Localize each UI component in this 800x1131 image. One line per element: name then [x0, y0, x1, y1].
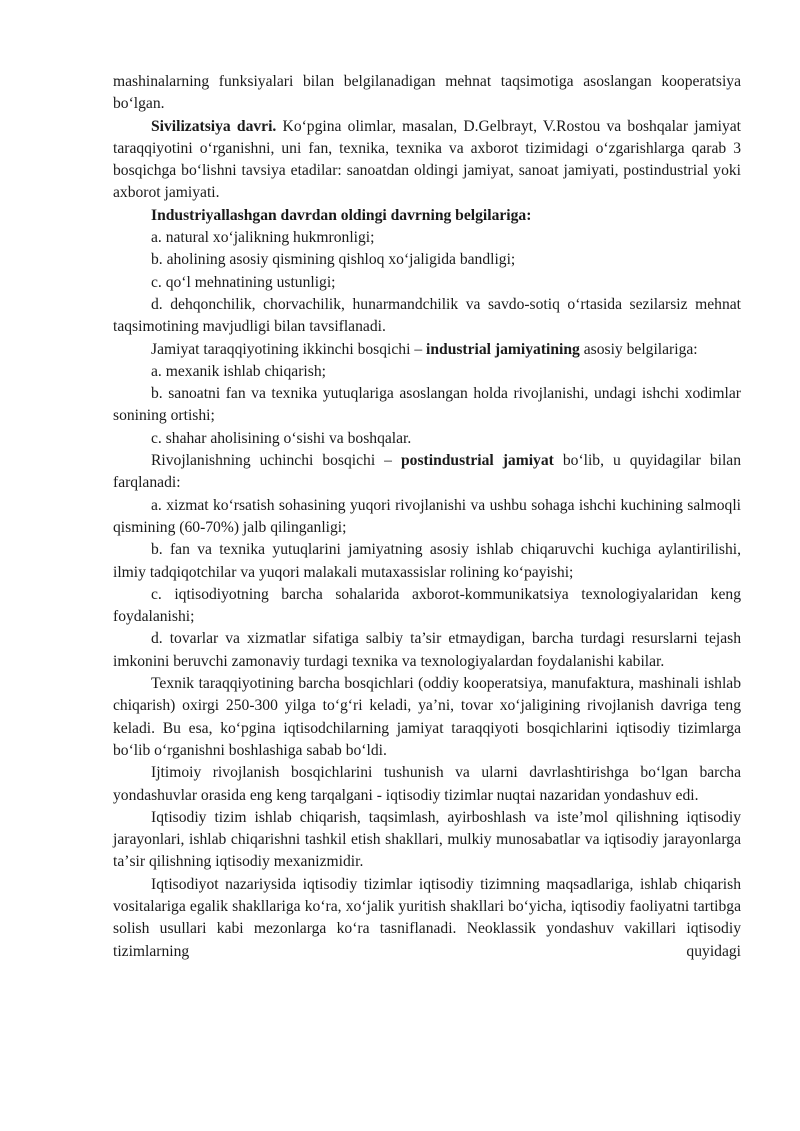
paragraph-social-development: Ijtimoiy rivojlanish bosqichlarini tushunish va ularni davrlashtirishga bo‘lgan barcha yondashuvlar orasida eng keng tarqalgani - iqtisodiy tizimlar nuqtai nazaridan yondashuv edi.: [113, 764, 741, 804]
paragraph-economic-system: Iqtisodiy tizim ishlab chiqarish, taqsimlash, ayirboshlash va iste’mol qilishning iqtisodiy jarayonlari, ishlab chiqarishni tashkil etish shakllari, mulkiy munosabatlar va iqtisodiy jarayonlarga taʼsir qilishning iqtisodiy mexanizmidir.: [113, 808, 741, 871]
paragraph-text: bo‘lib, u quyidagilar bilan farqlanadi:: [113, 452, 742, 492]
paragraph-civilization: [113, 116, 741, 205]
paragraph-text: Rivojlanishning uchinchi bosqichi –: [151, 452, 401, 470]
list-item: a. mexanik ishlab chiqarish;: [151, 362, 326, 380]
term-industrial: industrial jamiyatining: [426, 340, 580, 358]
list-item: a. xizmat ko‘rsatish sohasining yuqori rivojlanishi va ushbu sohaga ishchi kuchining salmoqli qismining (60-70%) jalb qilinganligi;: [113, 496, 741, 536]
term-civilization: Sivilizatsiya davri.: [151, 117, 277, 135]
paragraph-technical-progress: Texnik taraqqiyotining barcha bosqichlari (oddiy kooperatsiya, manufaktura, mashinali ishlab chiqarish) oxirgi 250-300 yilga to‘g‘ri keladi, ya’ni, tovar xo‘jaligining rivojlanish davriga teng keladi. Bu esa, ko‘pgina iqtisodchilarning jamiyat taraqqiyoti bosqichlarini iqtisodiy tizimlarga bo‘lib o‘rganishni boshlashiga sabab bo‘ldi.: [113, 675, 741, 759]
paragraph-industrial: [113, 339, 741, 361]
list-item: b. sanoatni fan va texnika yutuqlariga asoslangan holda rivojlanishi, undagi ishchi xodimlar sonining ortishi;: [113, 385, 741, 425]
list-item: a. natural xo‘jalikning hukmronligi;: [151, 229, 375, 247]
paragraph-classification: Iqtisodiyot nazariysida iqtisodiy tizimlar iqtisodiy tizimning maqsadlariga, ishlab chiqarish vositalariga egalik shakllariga ko‘ra, xo‘jalik yuritish shakllari bo‘yicha, iqtisodiy faoliyatni tartibga solish usullari kabi mezonlarga ko‘ra tasniflanadi. Neoklassik yondashuv vakillari iqtisodiy tizimlarning quyidagi: [113, 875, 741, 960]
heading-preindustrial: [113, 205, 741, 227]
list-item: c. qo‘l mehnatining ustunligi;: [151, 273, 336, 291]
paragraph-postindustrial: [113, 450, 741, 495]
paragraph-continuation: mashinalarning funksiyalari bilan belgilanadigan mehnat taqsimotiga asoslangan kooperatsiya bo‘lgan.: [113, 73, 741, 113]
list-item: b. fan va texnika yutuqlarini jamiyatning asosiy ishlab chiqaruvchi kuchiga aylantirilishi, ilmiy tadqiqotchilar va yuqori malakali mutaxassislar rolining ko‘payishi;: [113, 541, 741, 581]
paragraph-text: Ko‘pgina olimlar, masalan, D.Gelbrayt, V.Rostou va boshqalar jamiyat taraqqiyotini o‘rganishni, uni fan, texnika, texnika va axborot tizimidagi o‘zgarishlarga qarab 3 bosqichga bo‘lishni tavsiya etadilar: sanoatdan oldingi jamiyat, sanoat jamiyati, postindustrial yoki axborot jamiyati.: [113, 117, 741, 202]
paragraph-text: asosiy belgilariga:: [579, 340, 698, 358]
term-postindustrial: postindustrial jamiyat: [401, 452, 554, 470]
list-item: c. iqtisodiyotning barcha sohalarida axborot-kommunikatsiya texnologiyalaridan keng foydalanishi;: [113, 585, 741, 626]
document-page: [113, 71, 741, 963]
list-item: d. dehqonchilik, chorvachilik, hunarmandchilik va savdo-sotiq o‘rtasida sezilarsiz mehnat taqsimotining mavjudligi bilan tavsiflanadi.: [113, 295, 741, 336]
paragraph-text: Jamiyat taraqqiyotining ikkinchi bosqichi –: [151, 340, 427, 358]
list-item: b. aholining asosiy qismining qishloq xo‘jaligida bandligi;: [151, 251, 516, 269]
heading-text: Industriyallashgan davrdan oldingi davrning belgilariga:: [151, 206, 532, 224]
list-item: d. tovarlar va xizmatlar sifatiga salbiy ta’sir etmaydigan, barcha turdagi resurslarni tejash imkonini beruvchi zamonaviy turdagi texnika va texnologiyalardan foydalanishi kabilar.: [113, 630, 741, 670]
list-item: c. shahar aholisining o‘sishi va boshqalar.: [151, 429, 412, 447]
